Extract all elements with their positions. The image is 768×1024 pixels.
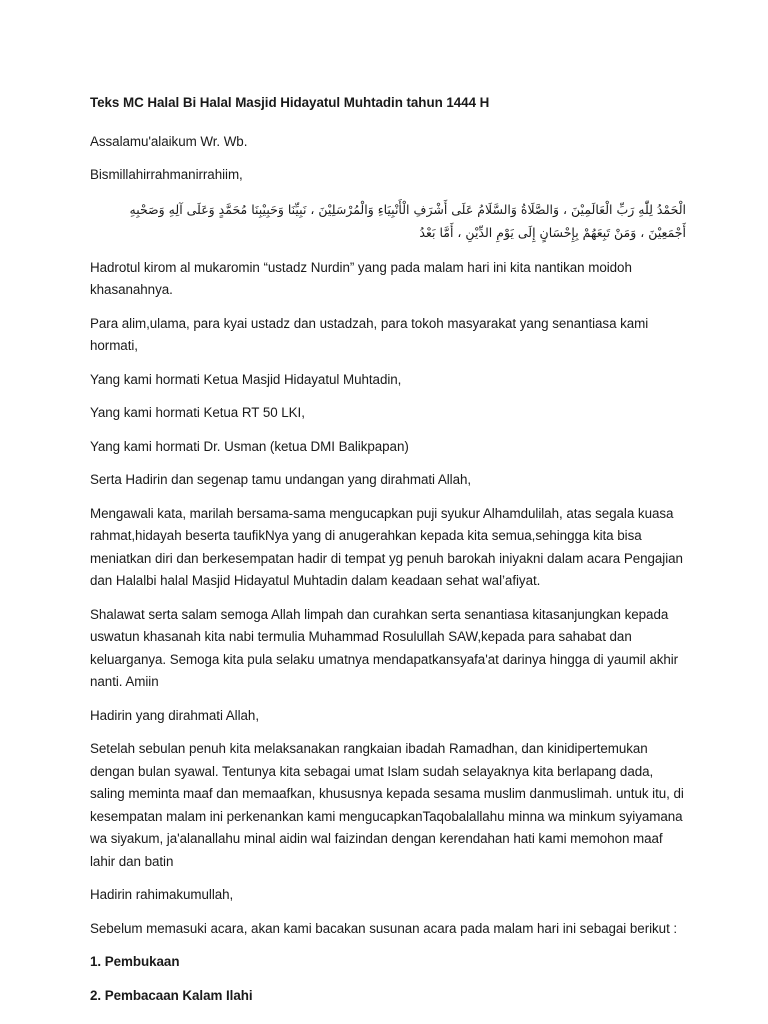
paragraph: Yang kami hormati Ketua Masjid Hidayatul Muhtadin, xyxy=(90,371,402,387)
paragraph: Sebelum memasuki acara, akan kami bacakan susunan acara pada malam hari ini sebagai berikut : xyxy=(90,920,678,936)
agenda-item: 1. Pembukaan xyxy=(90,954,180,969)
greeting: Assalamu'alaikum Wr. Wb. xyxy=(90,133,248,149)
document-title: Teks MC Halal Bi Halal Masjid Hidayatul Muhtadin tahun 1444 H xyxy=(90,95,490,110)
paragraph: Mengawali kata, marilah bersama-sama mengucapkan puji syukur Alhamdulilah, atas segala kuasa rahmat,hidayah beserta taufikNya yang di anugerahkan kepada kita semua,sehingga kita bisa meniatkan diri dan berkesempatan hadir di tempat yg penuh barokah iniyakni dalam acara Pengajian dan Halalbi halal Masjid Hidayatul Muhtadin dalam keadaan sehat wal’afiyat. xyxy=(90,505,683,588)
arabic-opening: الْحَمْدُ لِلّٰهِ رَبِّ الْعَالَمِيْنَ ، وَالصَّلَاةُ وَالسَّلَامُ عَلَى أَشْرَفِ الْأَنْبِيَاءِ وَالْمُرْسَلِيْنَ ، نَبِيِّنَا وَحَبِيْبِنَا مُحَمَّدٍ وَعَلَى آلِهِ وَصَحْبِهِ أَجْمَعِيْنَ ، وَمَنْ تَبِعَهُمْ بِإِحْسَانٍ إِلَى يَوْمِ الدِّيْنِ ، أَمَّا بَعْدُ xyxy=(129,201,686,240)
basmalah: Bismillahirrahmanirrahiim, xyxy=(90,167,243,182)
paragraph: Hadirin rahimakumullah, xyxy=(90,887,234,902)
paragraph: Shalawat serta salam semoga Allah limpah dan curahkan serta senantiasa kitasanjungkan kepada uswatun khasanah kita nabi termulia Muhammad Rosulullah SAW,kepada para sahabat dan keluarganya. Semoga kita pula selaku umatnya mendapatkansyafa'at darinya hingga di yaumil akhir nanti. Amiin xyxy=(90,606,679,689)
paragraph: Setelah sebulan penuh kita melaksanakan rangkaian ibadah Ramadhan, dan kinidipertemukan dengan bulan syawal. Tentunya kita sebagai umat Islam sudah selayaknya kita berlapang dada, saling meminta maaf dan memaafkan, khususnya kepada sesama muslim danmuslimah. untuk itu, di kesempatan malam ini perkenankan kami mengucapkanTaqobalallahu minna wa minkum syiyamana wa siyakum, ja'alanallahu minal aidin wal faizindan dengan kerendahan hati kami memohon maaf lahir dan batin xyxy=(90,741,684,869)
paragraph: Hadrotul kirom al mukaromin “ustadz Nurdin” yang pada malam hari ini kita nantikan moidoh khasanahnya. xyxy=(90,259,632,297)
document-page xyxy=(90,92,686,1018)
paragraph: Hadirin yang dirahmati Allah, xyxy=(90,707,259,723)
paragraph: Yang kami hormati Ketua RT 50 LKI, xyxy=(90,405,305,420)
agenda-item: 2. Pembacaan Kalam Ilahi xyxy=(90,987,253,1003)
paragraph: Yang kami hormati Dr. Usman (ketua DMI Balikpapan) xyxy=(90,438,409,454)
paragraph: Serta Hadirin dan segenap tamu undangan yang dirahmati Allah, xyxy=(90,472,472,487)
paragraph: Para alim,ulama, para kyai ustadz dan ustadzah, para tokoh masyarakat yang senantiasa kami hormati, xyxy=(90,315,649,353)
